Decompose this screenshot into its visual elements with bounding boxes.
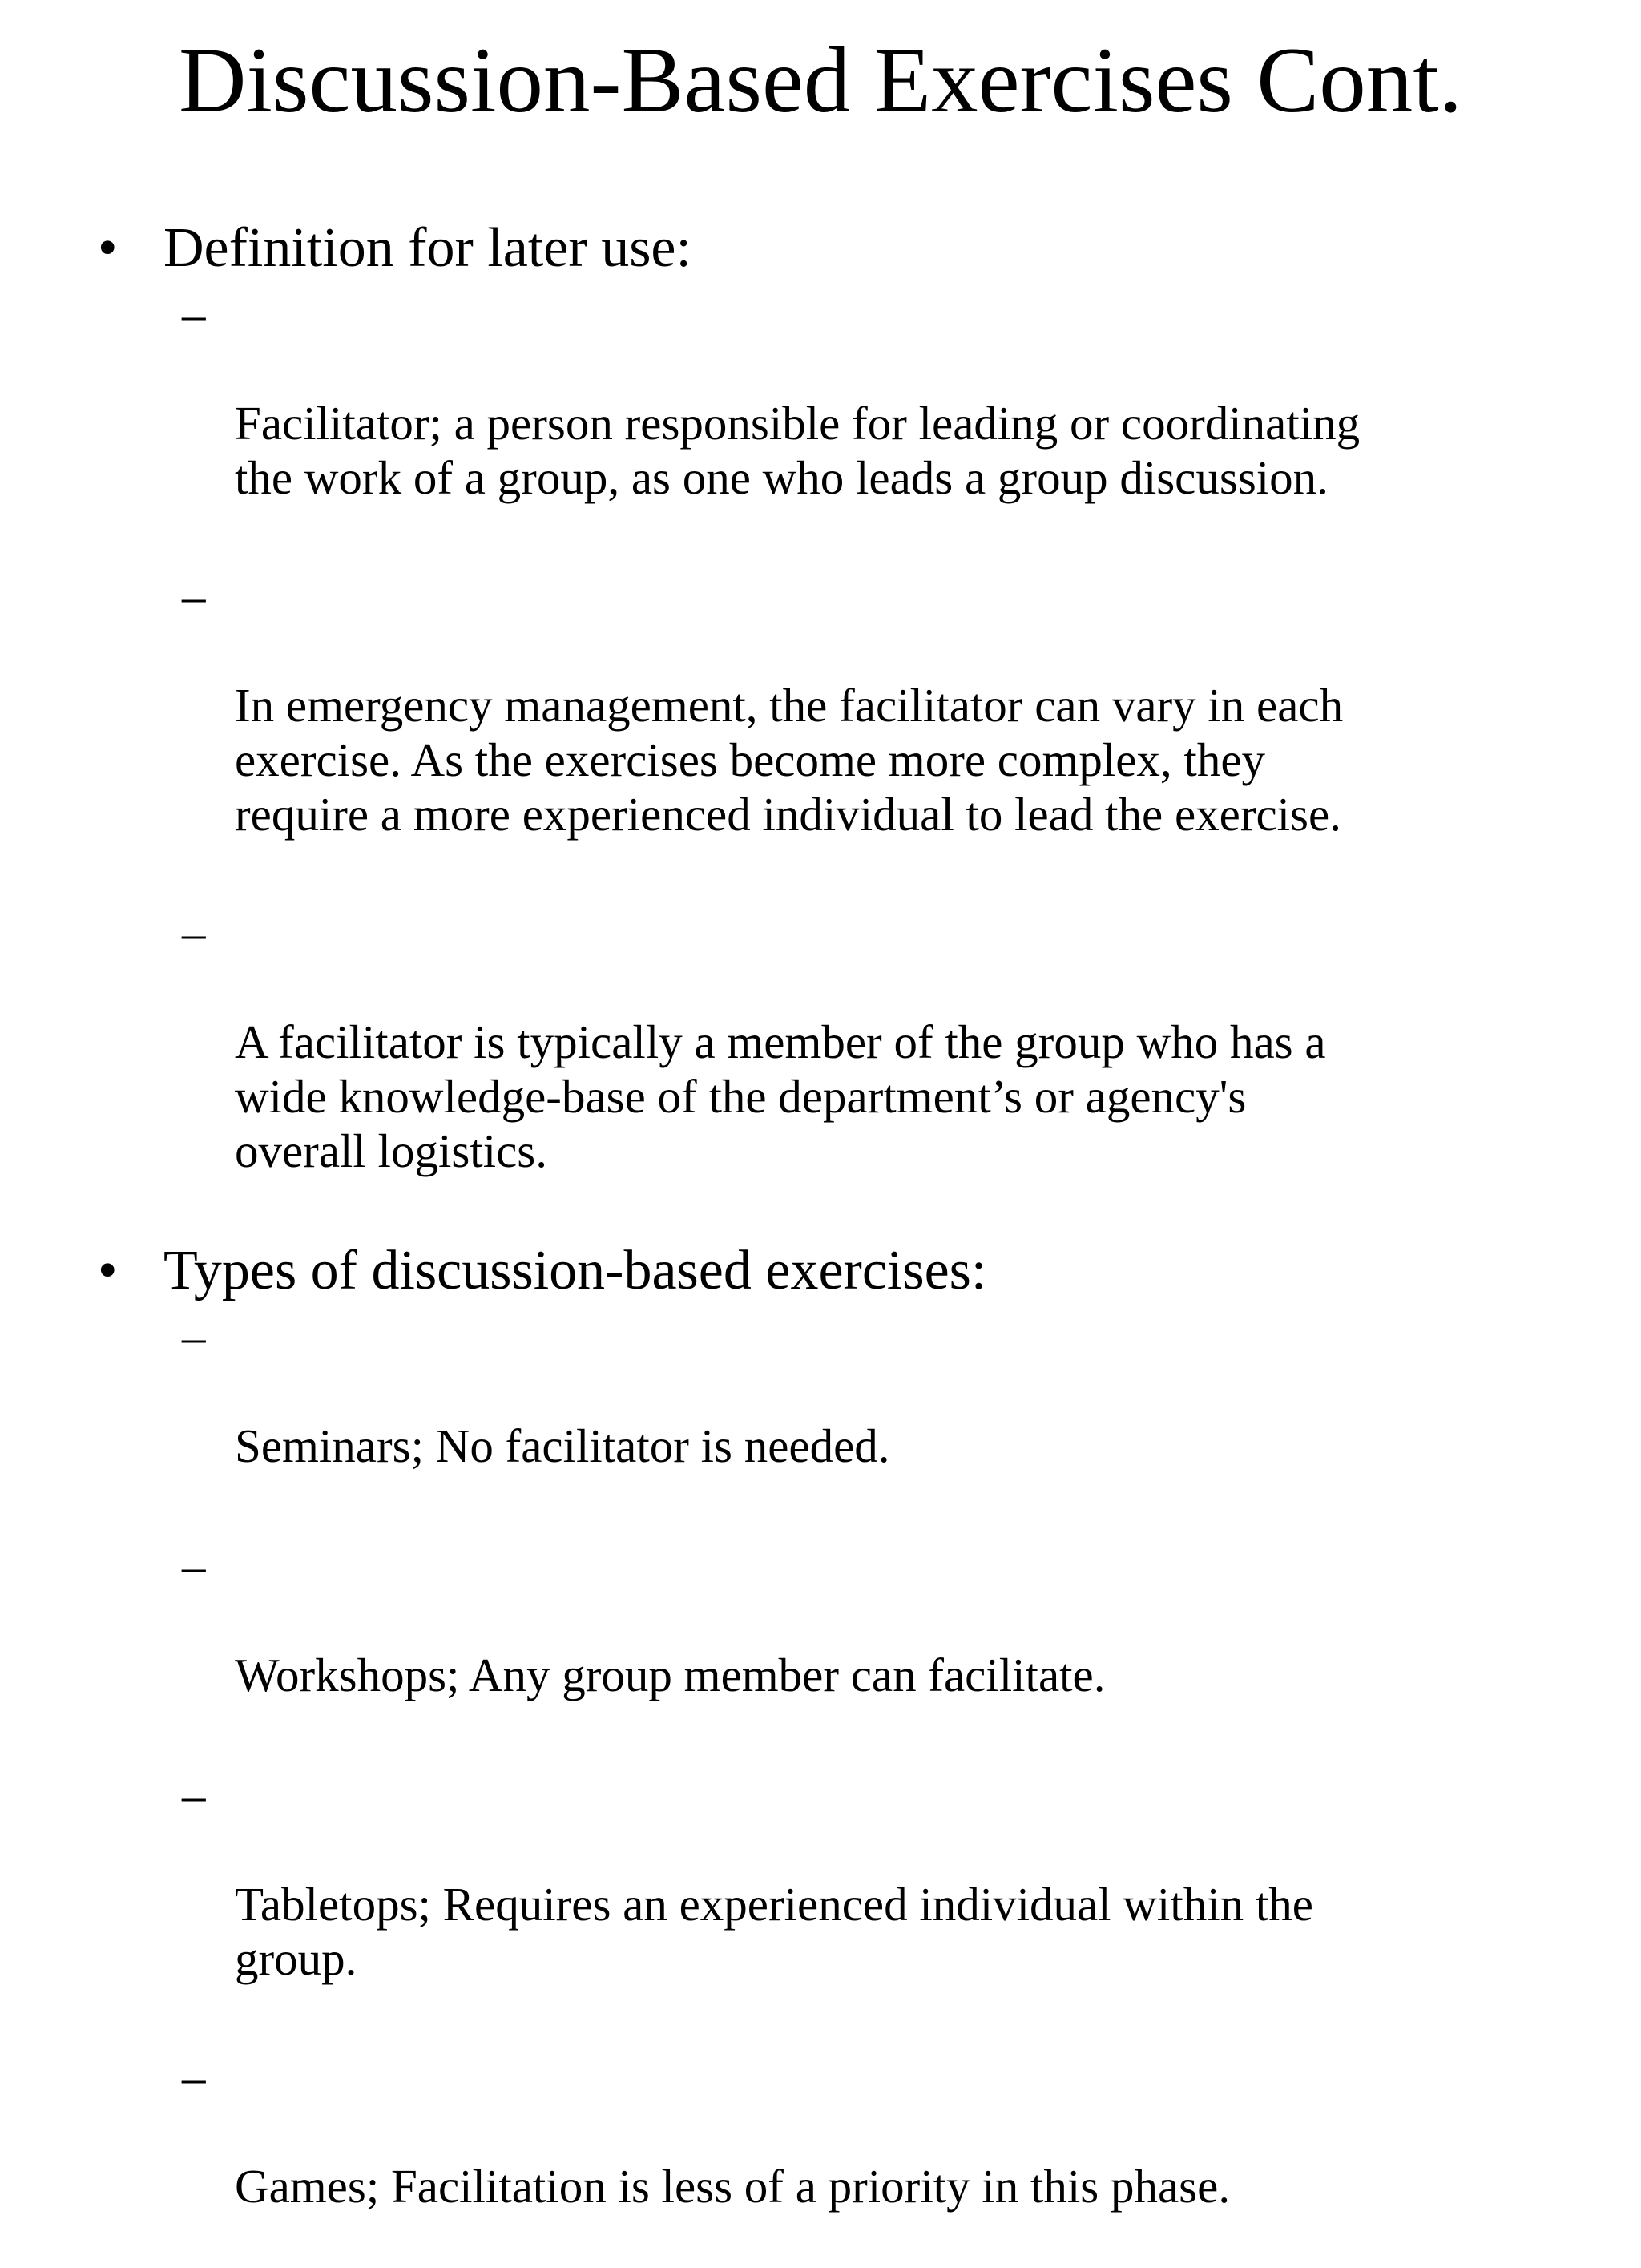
sub-item-emergency-management	[0, 569, 1641, 896]
bullet-definition	[0, 215, 1641, 282]
dash-icon: –	[182, 570, 206, 623]
sub-item-text: Games; Facilitation is less of a priority in this phase.	[235, 2160, 1231, 2213]
sub-item-text: Seminars; No facilitator is needed.	[235, 1419, 890, 1472]
bullet-text: Definition for later use:	[163, 217, 691, 279]
sub-item-seminars	[0, 1310, 1641, 1527]
sub-item-workshops	[0, 1539, 1641, 1757]
bullet-types	[0, 1237, 1641, 1305]
sub-item-text: In emergency management, the facilitator can vary in each exercise. As the exercises become more complex, they require a more experienced individual to lead the exercise.	[235, 679, 1344, 841]
dash-icon: –	[182, 1769, 206, 1822]
slide-content	[0, 215, 1641, 2268]
dash-icon: –	[182, 906, 206, 959]
sub-item-text: Workshops; Any group member can facilitate.	[235, 1649, 1106, 1701]
sub-item-facilitator-definition	[0, 287, 1641, 559]
sub-item-facilitator-member	[0, 906, 1641, 1233]
dash-icon: –	[182, 288, 206, 341]
sub-item-text: Tabletops; Requires an experienced individual within the group.	[235, 1878, 1313, 1985]
sub-item-text: Facilitator; a person responsible for leading or coordinating the work of a group, as one who leads a group discussion.	[235, 397, 1361, 504]
dash-icon: –	[182, 1310, 206, 1363]
bullet-icon: •	[98, 217, 118, 279]
sub-item-games	[0, 2050, 1641, 2268]
bullet-text: Types of discussion-based exercises:	[163, 1240, 987, 1301]
dash-icon: –	[182, 2051, 206, 2104]
sub-item-tabletops	[0, 1768, 1641, 2040]
slide-title: Discussion-Based Exercises Cont.	[178, 29, 1462, 132]
sub-item-text: A facilitator is typically a member of the group who has a wide knowledge-base of the department’s or agency's overall logistics.	[235, 1015, 1326, 1177]
dash-icon: –	[182, 1540, 206, 1592]
bullet-icon: •	[98, 1240, 118, 1301]
